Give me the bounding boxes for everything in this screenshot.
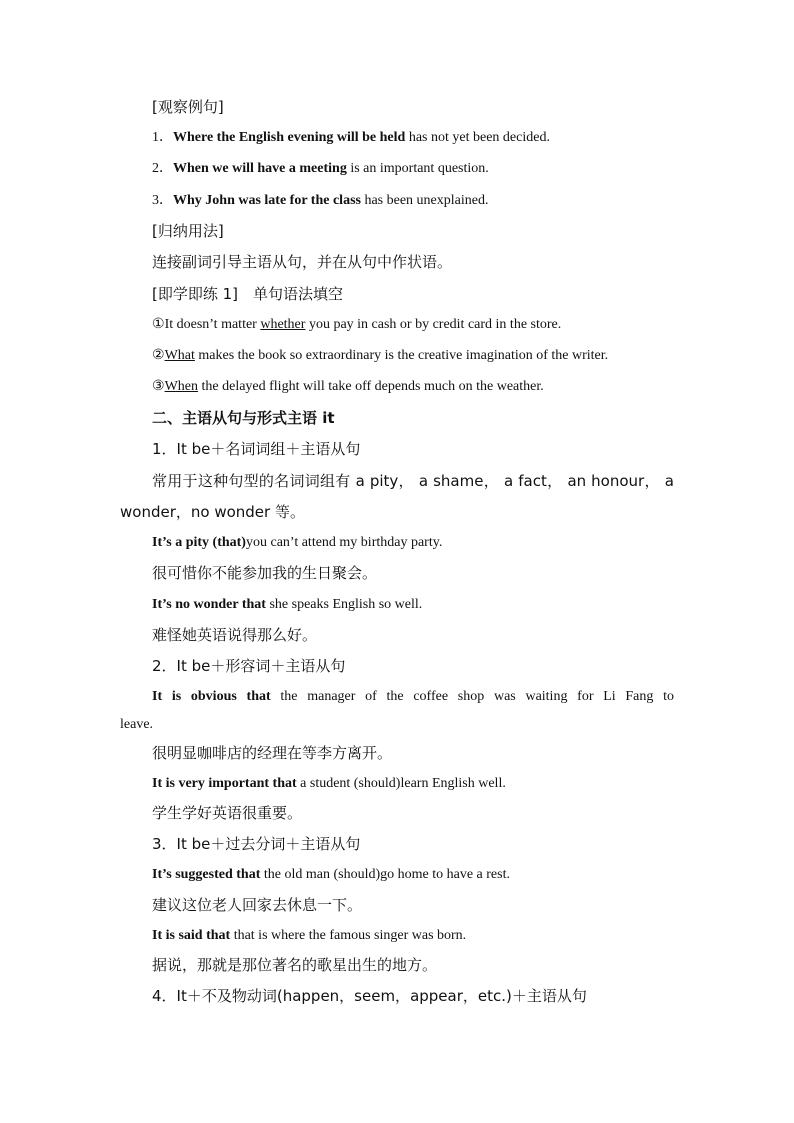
example-bold: Where the English evening will be held — [173, 130, 406, 145]
answer-blank: whether — [260, 317, 306, 332]
summary-text: 连接副词引导主语从句，并在从句中作状语。 — [152, 253, 453, 271]
answer-blank: What — [164, 348, 195, 363]
example-bold: It’s suggested that — [152, 867, 261, 882]
pattern-3-example-2 — [152, 926, 466, 946]
example-bold: When we will have a meeting — [173, 161, 347, 176]
question-text: the delayed flight will take off depends much on the weather. — [198, 379, 544, 394]
question-text: It doesn’t matter — [164, 317, 261, 332]
example-bold: It is said that — [152, 928, 231, 943]
pattern-2-example-1-translation: 很明显咖啡店的经理在等李方离开。 — [152, 744, 393, 762]
pattern-2-title: 2．It be＋形容词＋主语从句 — [152, 657, 346, 675]
example-number: 2． — [152, 161, 173, 176]
pattern-1-example-1 — [152, 533, 442, 553]
observe-header: [观察例句] — [152, 98, 224, 116]
example-sentence-1 — [152, 128, 550, 148]
pattern-3-title: 3．It be＋过去分词＋主语从句 — [152, 835, 361, 853]
pattern-1-title: 1．It be＋名词词组＋主语从句 — [152, 440, 361, 458]
question-text: you pay in cash or by credit card in the store. — [305, 317, 562, 332]
practice-header: [即学即练 1] 单句语法填空 — [152, 285, 344, 303]
question-text: makes the book so extraordinary is the creative imagination of the writer. — [194, 348, 609, 363]
question-mark: ③ — [152, 379, 165, 394]
pattern-1-example-2-translation: 难怪她英语说得那么好。 — [152, 626, 318, 644]
question-mark: ② — [152, 348, 165, 363]
example-rest: is an important question. — [346, 161, 489, 176]
example-number: 1． — [152, 130, 173, 145]
pattern-3-example-2-translation: 据说，那就是那位著名的歌星出生的地方。 — [152, 956, 438, 974]
example-rest: you can’t attend my birthday party. — [245, 535, 443, 550]
pattern-1-description-cont: wonder，no wonder 等。 — [120, 503, 305, 521]
pattern-2-example-1-cont: leave. — [120, 717, 154, 732]
example-sentence-2 — [152, 159, 489, 179]
pattern-2-example-1 — [152, 687, 674, 707]
pattern-2-example-2 — [152, 774, 506, 794]
pattern-3-example-1 — [152, 865, 510, 885]
example-bold: Why John was late for the class — [173, 193, 361, 208]
example-rest: the manager of the coffee shop was waiting for Li Fang to — [270, 689, 675, 704]
summary-header: [归纳用法] — [152, 222, 224, 240]
question-mark: ① — [152, 317, 165, 332]
practice-question-1 — [152, 315, 561, 335]
example-number: 3． — [152, 193, 173, 208]
pattern-3-example-1-translation: 建议这位老人回家去休息一下。 — [152, 896, 363, 914]
answer-blank: When — [164, 379, 198, 394]
pattern-1-example-1-translation: 很可惜你不能参加我的生日聚会。 — [152, 564, 378, 582]
pattern-4-title: 4．It＋不及物动词(happen，seem，appear，etc.)＋主语从句 — [152, 987, 587, 1005]
example-rest: that is where the famous singer was born. — [230, 928, 467, 943]
example-rest: has not yet been decided. — [405, 130, 550, 145]
example-bold: It is very important that — [152, 776, 297, 791]
example-bold: It’s no wonder that — [152, 597, 266, 612]
practice-question-3 — [152, 377, 544, 397]
example-bold: It is obvious that — [152, 689, 271, 704]
example-bold: It’s a pity (that) — [152, 535, 246, 550]
example-rest: a student (should)learn English well. — [296, 776, 506, 791]
example-rest: has been unexplained. — [360, 193, 489, 208]
pattern-2-example-2-translation: 学生学好英语很重要。 — [152, 804, 303, 822]
section-title: 二、主语从句与形式主语 it — [152, 409, 335, 427]
example-sentence-3 — [152, 191, 488, 211]
pattern-1-example-2 — [152, 595, 422, 615]
example-rest: the old man (should)go home to have a rest. — [260, 867, 510, 882]
practice-question-2 — [152, 346, 608, 366]
example-rest: she speaks English so well. — [265, 597, 423, 612]
pattern-1-description: 常用于这种句型的名词词组有 a pity， a shame， a fact， an honour， a — [152, 472, 674, 490]
